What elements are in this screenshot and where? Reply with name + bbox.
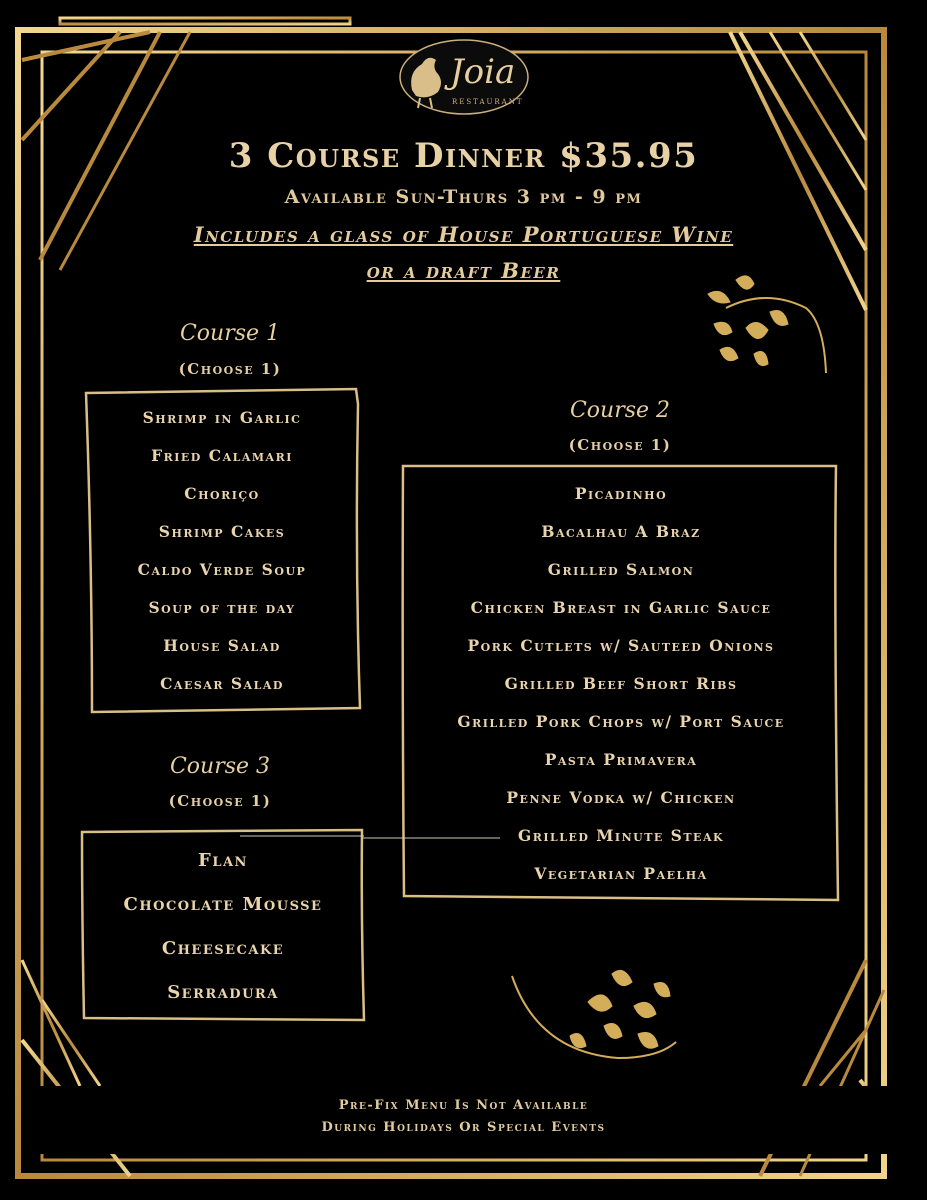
list-item: Bacalhau A Braz — [541, 522, 701, 541]
course-3-choose: (Choose 1) — [168, 792, 272, 810]
includes-line-1: Includes a glass of House Portuguese Wine — [193, 222, 734, 247]
list-item: Shrimp in Garlic — [142, 408, 302, 427]
course-3-title: Course 3 — [169, 754, 271, 779]
list-item: Penne Vodka w/ Chicken — [506, 788, 736, 807]
list-item: Grilled Pork Chops w/ Port Sauce — [457, 712, 785, 731]
course-2-title: Course 2 — [569, 398, 671, 423]
list-item: Caldo Verde Soup — [137, 560, 307, 579]
list-item: Chicken Breast in Garlic Sauce — [470, 598, 772, 617]
list-item: Cheesecake — [161, 938, 285, 959]
list-item: Vegetarian Paelha — [534, 864, 708, 883]
list-item: Fried Calamari — [151, 446, 293, 465]
includes-line-2: or a draft Beer — [366, 258, 561, 283]
footer-line-2: During Holidays Or Special Events — [321, 1120, 606, 1135]
logo-brand: Joia — [450, 52, 516, 92]
footer-line-1: Pre-Fix Menu Is Not Available — [338, 1098, 589, 1113]
list-item: Grilled Minute Steak — [517, 826, 725, 845]
availability-text: Available Sun-Thurs 3 pm - 9 pm — [284, 186, 643, 208]
list-item: House Salad — [163, 636, 281, 655]
list-item: Pasta Primavera — [544, 750, 698, 769]
logo-subtitle: RESTAURANT — [452, 98, 524, 106]
course-1-choose: (Choose 1) — [178, 360, 282, 378]
list-item: Choriço — [184, 484, 260, 503]
floral-ornament-icon — [508, 962, 684, 1078]
floral-ornament-icon — [696, 268, 830, 378]
course-1-title: Course 1 — [179, 321, 281, 346]
list-item: Soup of the day — [148, 598, 296, 617]
list-item: Picadinho — [574, 484, 668, 503]
list-item: Grilled Beef Short Ribs — [504, 674, 738, 693]
list-item: Caesar Salad — [160, 674, 284, 693]
list-item: Shrimp Cakes — [158, 522, 286, 541]
course-2-choose: (Choose 1) — [568, 436, 672, 454]
list-item: Pork Cutlets w/ Sauteed Onions — [467, 636, 775, 655]
list-item: Serradura — [167, 982, 279, 1003]
list-item: Grilled Salmon — [547, 560, 695, 579]
list-item: Chocolate Mousse — [123, 894, 323, 915]
menu-title: 3 Course Dinner $35.95 — [228, 136, 699, 176]
list-item: Flan — [198, 850, 248, 871]
